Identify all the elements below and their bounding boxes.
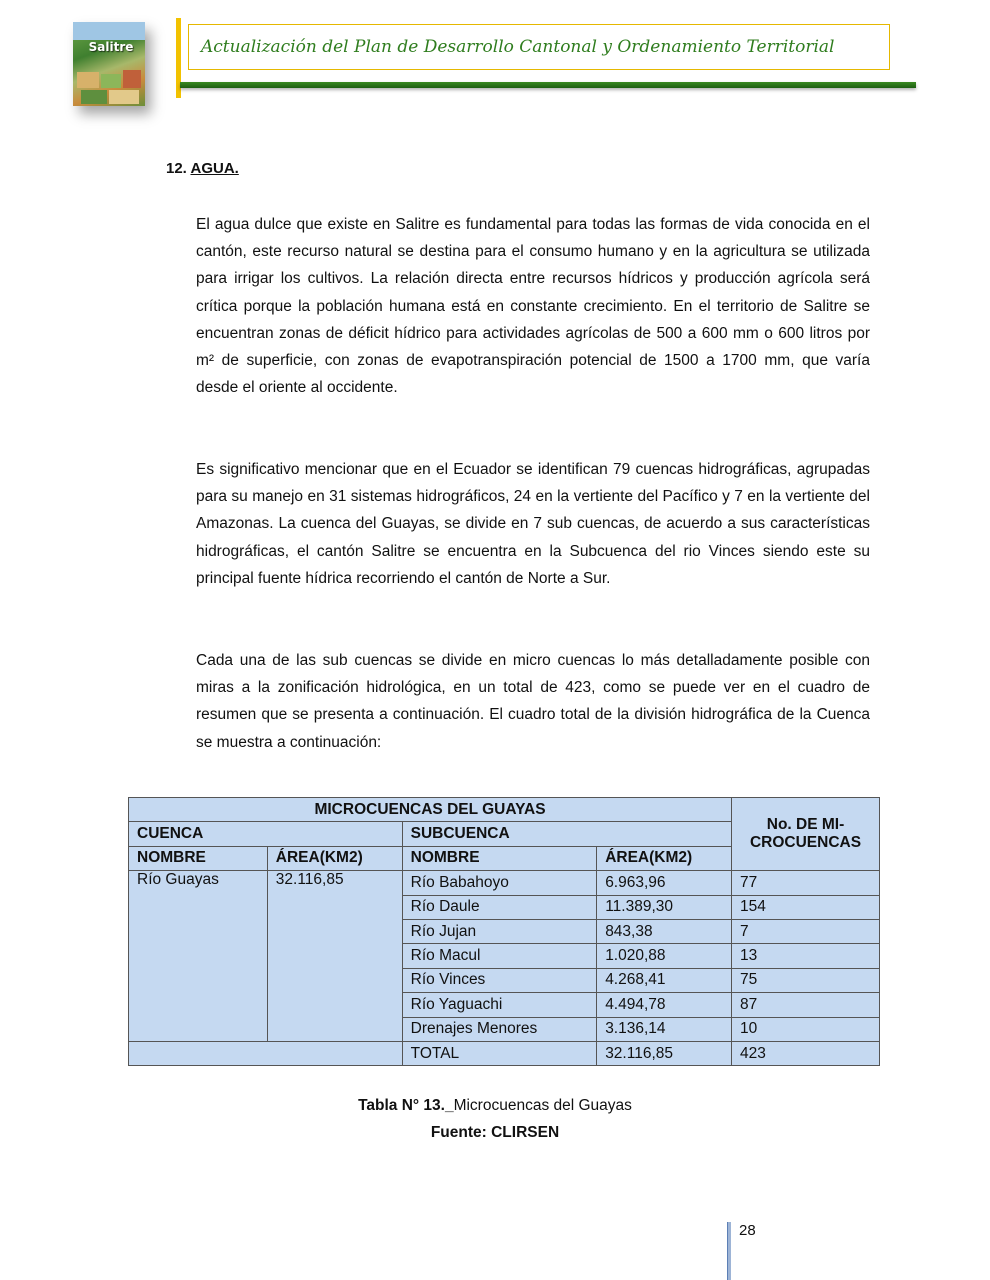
microcuencas-table: [128, 797, 880, 1066]
subcuenca-area: 11.389,30: [597, 895, 732, 919]
cuenca-nombre: Río Guayas: [129, 871, 268, 1042]
microcuenca-count: 77: [732, 871, 880, 895]
subcuenca-nombre: Río Yaguachi: [402, 993, 597, 1017]
microcuenca-count: 13: [732, 944, 880, 968]
subcuenca-area: 1.020,88: [597, 944, 732, 968]
subcuenca-nombre-header: NOMBRE: [402, 846, 597, 870]
subcuenca-nombre: Río Babahoyo: [402, 871, 597, 895]
section-number: 12.: [166, 160, 187, 177]
document-title: Actualización del Plan de Desarrollo Cantonal y Ordenamiento Territorial: [201, 37, 835, 57]
paragraph-1: El agua dulce que existe en Salitre es fundamental para todas las formas de vida conocida en el cantón, este recurso natural se destina para el consumo humano y en la agricultura se utilizada para irrigar los cultivos. La relación directa entre recursos hídricos y producción agrícola será crítica porque la población humana está en constante crecimiento. En el territorio de Salitre se encuentran zonas de déficit hídrico para actividades agrícolas de 500 a 600 mm o 600 litros por m² de superficie, con zonas de evapotranspiración potencial de 1500 a 1700 mm, que varía desde el oriente al occidente.: [196, 216, 870, 397]
table-header-row: [129, 798, 880, 822]
microcuenca-count: 154: [732, 895, 880, 919]
subcuenca-nombre: Río Jujan: [402, 919, 597, 943]
section-title: AGUA.: [190, 160, 239, 177]
microcuenca-count: 87: [732, 993, 880, 1017]
header-title-box: [188, 24, 890, 70]
microcuenca-count: 75: [732, 968, 880, 992]
cuenca-header: CUENCA: [129, 822, 403, 846]
count-header: No. DE MI-CROCUENCAS: [732, 798, 880, 871]
subcuenca-header: SUBCUENCA: [402, 822, 731, 846]
subcuenca-nombre: Río Macul: [402, 944, 597, 968]
table-caption: [0, 1097, 990, 1115]
page-number: 28: [739, 1222, 756, 1239]
caption-source: Fuente: CLIRSEN: [430, 1124, 560, 1141]
total-label: TOTAL: [402, 1041, 597, 1065]
subcuenca-nombre: Drenajes Menores: [402, 1017, 597, 1041]
cuenca-nombre-header: NOMBRE: [129, 846, 268, 870]
subcuenca-area: 3.136,14: [597, 1017, 732, 1041]
table-row: [129, 871, 880, 895]
salitre-logo: [73, 22, 145, 106]
subcuenca-area: 843,38: [597, 919, 732, 943]
header-divider: [180, 82, 916, 88]
subcuenca-area-header: ÁREA(KM2): [597, 846, 732, 870]
section-heading: [166, 160, 239, 177]
subcuenca-nombre: Río Daule: [402, 895, 597, 919]
paragraph-3: Cada una de las sub cuencas se divide en micro cuencas lo más detalladamente posible con miras a la zonificación hidrológica, en un total de 423, como se puede ver en el cuadro de resumen que se presenta a continuación. El cuadro total de la división hidrográfica de la Cuenca se muestra a continuación:: [196, 652, 870, 751]
table-title: MICROCUENCAS DEL GUAYAS: [129, 798, 732, 822]
subcuenca-area: 6.963,96: [597, 871, 732, 895]
total-area: 32.116,85: [597, 1041, 732, 1065]
caption-label: Tabla N° 13._: [358, 1097, 454, 1114]
total-empty-cell: [129, 1041, 403, 1065]
table-total-row: [129, 1041, 880, 1065]
caption-text: Microcuencas del Guayas: [453, 1097, 632, 1114]
paragraph-2: Es significativo mencionar que en el Ecuador se identifican 79 cuencas hidrográficas, agrupadas para su manejo en 31 sistemas hidrográficos, 24 en la vertiente del Pacífico y 7 en la vertiente del Amazonas. La cuenca del Guayas, se divide en 7 sub cuencas, de acuerdo a sus características hidrográficas, el cantón Salitre se encuentra en la Subcuenca del rio Vinces siendo este su principal fuente hídrica recorriendo el cantón de Norte a Sur.: [196, 461, 870, 587]
page-number-bar: [727, 1222, 731, 1280]
cuenca-area: 32.116,85: [267, 871, 402, 1042]
microcuenca-count: 7: [732, 919, 880, 943]
total-count: 423: [732, 1041, 880, 1065]
cuenca-area-header: ÁREA(KM2): [267, 846, 402, 870]
microcuenca-count: 10: [732, 1017, 880, 1041]
logo-text: Salitre: [88, 40, 134, 54]
subcuenca-area: 4.494,78: [597, 993, 732, 1017]
subcuenca-area: 4.268,41: [597, 968, 732, 992]
subcuenca-nombre: Río Vinces: [402, 968, 597, 992]
